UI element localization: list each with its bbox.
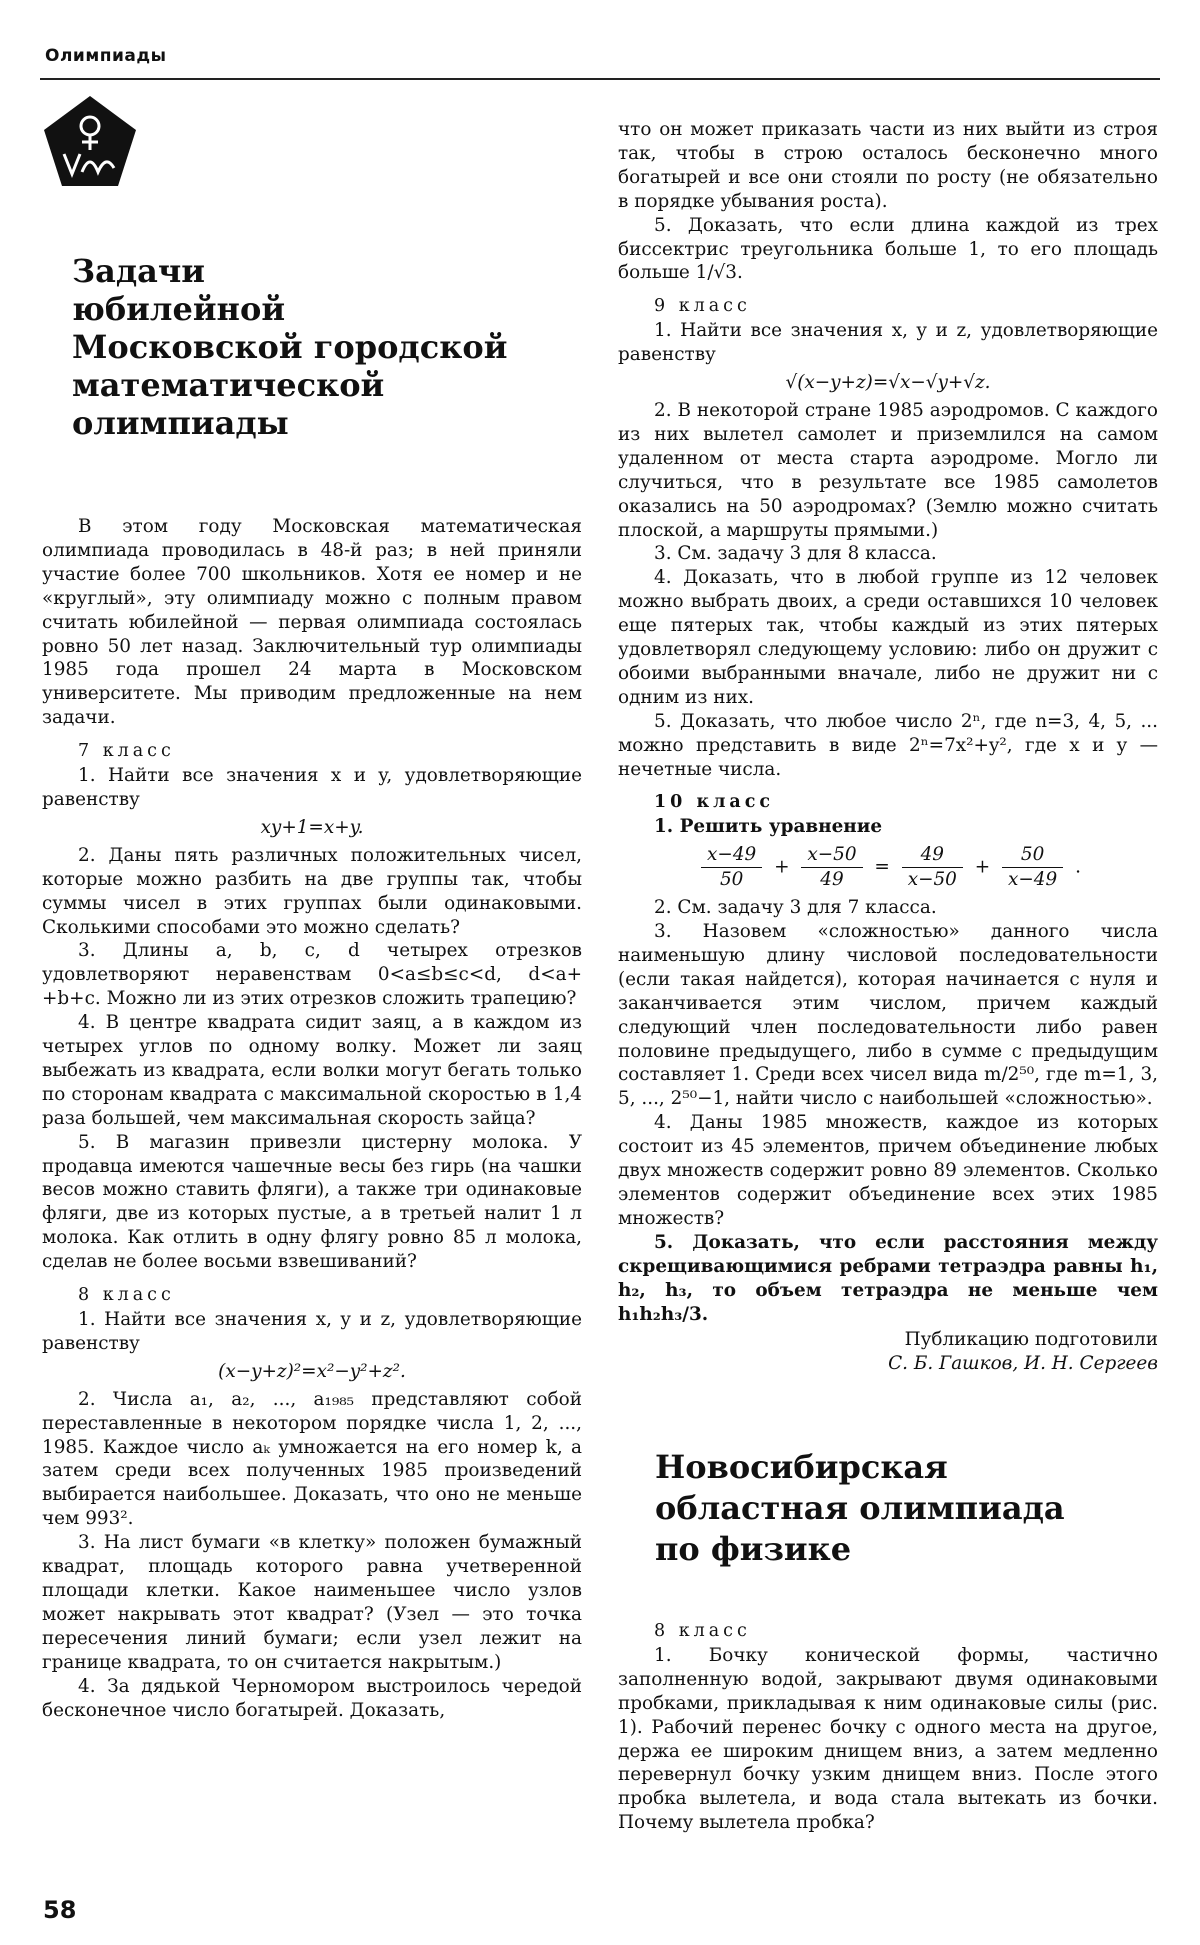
section-header: Олимпиады [45,46,167,66]
denominator: x−50 [907,869,957,891]
title-line: Московской городской [72,328,508,366]
problem: 2. Даны пять различных положительных чисел, которые можно разбить на две группы так, чтобы суммы чисел в этих группах были одинаковыми. Сколькими способами это можно сделать? [42,844,582,938]
problem: 5. Доказать, что если расстояния между скрещивающимися ребрами тетраэдра равны h₁, h₂, h₃, то объем тетраэдра не меньше чем h₁h₂h₃/3. [618,1231,1158,1325]
problem: 4. За дядькой Черномором выстроилось чередой бесконечное число богатырей. Доказать, [42,1675,582,1721]
problem: 2. См. задачу 3 для 7 класса. [654,897,937,919]
title-line: юбилейной [72,290,286,328]
grade-heading: 10 класс [654,792,775,813]
operator: + [774,856,790,878]
problem: 3. На лист бумаги «в клетку» положен бумажный квадрат, площадь которого равна учетверенной площади клетки. Какое наименьшее число узлов может накрывать этот квадрат? (Узел — это точка пересечения линий бумаги; если узел лежит на границе квадрата, то он считается накрытым.) [42,1532,582,1673]
fraction [801,843,862,892]
operator: . [1075,856,1081,878]
problem: 1. Решить уравнение [654,816,883,838]
fraction [701,843,762,892]
operator: = [874,856,890,878]
numerator: x−49 [701,843,762,868]
kvant-logo-icon [40,92,140,192]
numerator: 49 [902,843,963,868]
title-line: областная олимпиада [655,1489,1065,1527]
formula: xy+1=x+y. [260,816,364,838]
problem: 2. Числа a₁, a₂, ..., a₁₉₈₅ представляют собой переставленные в некотором порядке числа 1, 2, ..., 1985. Каждое число aₖ умножается на его номер k, а затем среди всех полученных 1985 произведений выбирается наибольшее. Доказать, что оно не меньше чем 993². [42,1388,582,1530]
grade-heading: 8 класс [78,1285,175,1306]
credit-names: С. Б. Гашков, И. Н. Сергеев [888,1353,1158,1375]
fraction [902,843,963,892]
problem: 4. В центре квадрата сидит заяц, а в каждом из четырех углов по одному волку. Может ли заяц выбежать из квадрата, если волки могут бегать только по сторонам квадрата с максимальной скоростью в 1,4 раза большей, чем максимальная скорость зайца? [42,1012,582,1129]
denominator: x−49 [1008,869,1058,891]
problem: 5. В магазин привезли цистерну молока. У продавца имеются чашечные весы без гирь (на чашки весов можно ставить фляги), а также три одинаковые фляги, две из которых пустые, а в третьей налит 1 л молока. Как отлить в одну флягу ровно 85 л молока, сделав не более восьми взвешиваний? [42,1131,582,1273]
numerator: 50 [1002,843,1063,868]
grade-heading: 7 класс [78,741,175,762]
right-column-bottom [618,1610,1158,1835]
article2-title [655,1447,1155,1570]
problem: 1. Найти все значения x, y и z, удовлетворяющие равенству [618,320,1158,366]
formula: √(x−y+z)=√x−√y+√z. [785,372,991,394]
grade-heading: 9 класс [654,296,751,317]
problem: 1. Найти все значения x и y, удовлетворяющие равенству [42,765,582,810]
title-line: олимпиады [72,404,289,442]
right-column [618,118,1158,1376]
problem: 2. В некоторой стране 1985 аэродромов. С каждого из них вылетел самолет и приземлился на самом удаленном от места старта аэродроме. Могло ли случиться, что в результате все 1985 самолетов оказались на 50 аэродромах? (Землю можно считать плоской, а маршруты прямыми.) [618,399,1158,541]
problem-continuation: что он может приказать части из них выйти из строя так, чтобы в строю осталось бесконечно много богатырей и все они стояли по росту (не обязательно в порядке убывания роста). [618,119,1158,212]
header-rule [40,78,1160,80]
title-line: Задачи [72,252,206,290]
denominator: 49 [820,869,844,891]
formula: (x−y+z)²=x²−y²+z². [218,1360,406,1382]
title-line: Новосибирская [655,1448,948,1486]
left-column [42,515,582,1722]
fraction [1002,843,1063,892]
intro-paragraph: В этом году Московская математическая олимпиада проводилась в 48-й раз; в ней приняли участие более 700 школьников. Хотя ее номер и не «круглый», эту олимпиаду можно с полным правом считать юбилейной — первая олимпиада состоялась ровно 50 лет назад. Заключительный тур олимпиады 1985 года прошел 24 марта в Московском университете. Мы приводим предложенные на нем задачи. [42,516,582,729]
grade-heading: 8 класс [654,1621,751,1641]
problem: 5. Доказать, что любое число 2ⁿ, где n=3, 4, 5, ... можно представить в виде 2ⁿ=7x²+y², где x и y — нечетные числа. [618,710,1158,780]
problem: 3. Назовем «сложностью» данного числа наименьшую длину числовой последовательности (если такая найдется), которая начинается с нуля и заканчивается этим числом, причем каждый следующий член последовательности либо равен половине предыдущего, либо в сумме с предыдущим составляет 1. Среди всех чисел вида m/2⁵⁰, где m=1, 3, 5, ..., 2⁵⁰−1, найти число с наибольшей «сложностью». [618,921,1158,1110]
title-line: математической [72,366,385,404]
problem: 3. См. задачу 3 для 8 класса. [654,543,937,565]
operator: + [974,856,991,878]
page-number: 58 [43,1896,77,1924]
problem: 4. Даны 1985 множеств, каждое из которых состоит из 45 элементов, причем объединение любых двух множеств содержит ровно 89 элементов. Сколько элементов содержит объединение всех этих 1985 множеств? [618,1112,1158,1229]
problem: 1. Бочку конической формы, частично заполненную водой, закрывают двумя одинаковыми пробками, прикладывая к ним одинаковые силы (рис. 1). Рабочий перенес бочку с одного места на другое, держа ее широким днищем вниз, а затем медленно перевернул бочку узким днищем вниз. После этого пробка вылетела, и вода стала вытекать из бочки. Почему вылетела пробка? [618,1644,1158,1834]
problem: 4. Доказать, что в любой группе из 12 человек можно выбрать двоих, а среди оставшихся 10 человек еще пятерых так, чтобы каждый из этих пятерых удовлетворял следующему условию: либо он дружит с обоими выбранными вначале, либо не дружит ни с одним из них. [618,567,1158,708]
numerator: x−50 [801,843,862,868]
problem: 1. Найти все значения x, y и z, удовлетворяющие равенству [42,1309,582,1354]
article-title [72,252,592,442]
credit-block [618,1328,1158,1376]
denominator: 50 [719,869,744,891]
title-line: по физике [655,1530,852,1568]
problem: 3. Длины a, b, c, d четырех отрезков удовлетворяют неравенствам 0<a≤b≤c<d, d<a+ +b+c. Можно ли из этих отрезков сложить трапецию? [42,940,582,1010]
equation [618,843,1158,892]
problem: 5. Доказать, что если длина каждой из трех биссектрис треугольника больше 1, то его площадь больше 1/√3. [618,214,1158,284]
credit-line: Публикацию подготовили [904,1329,1158,1351]
